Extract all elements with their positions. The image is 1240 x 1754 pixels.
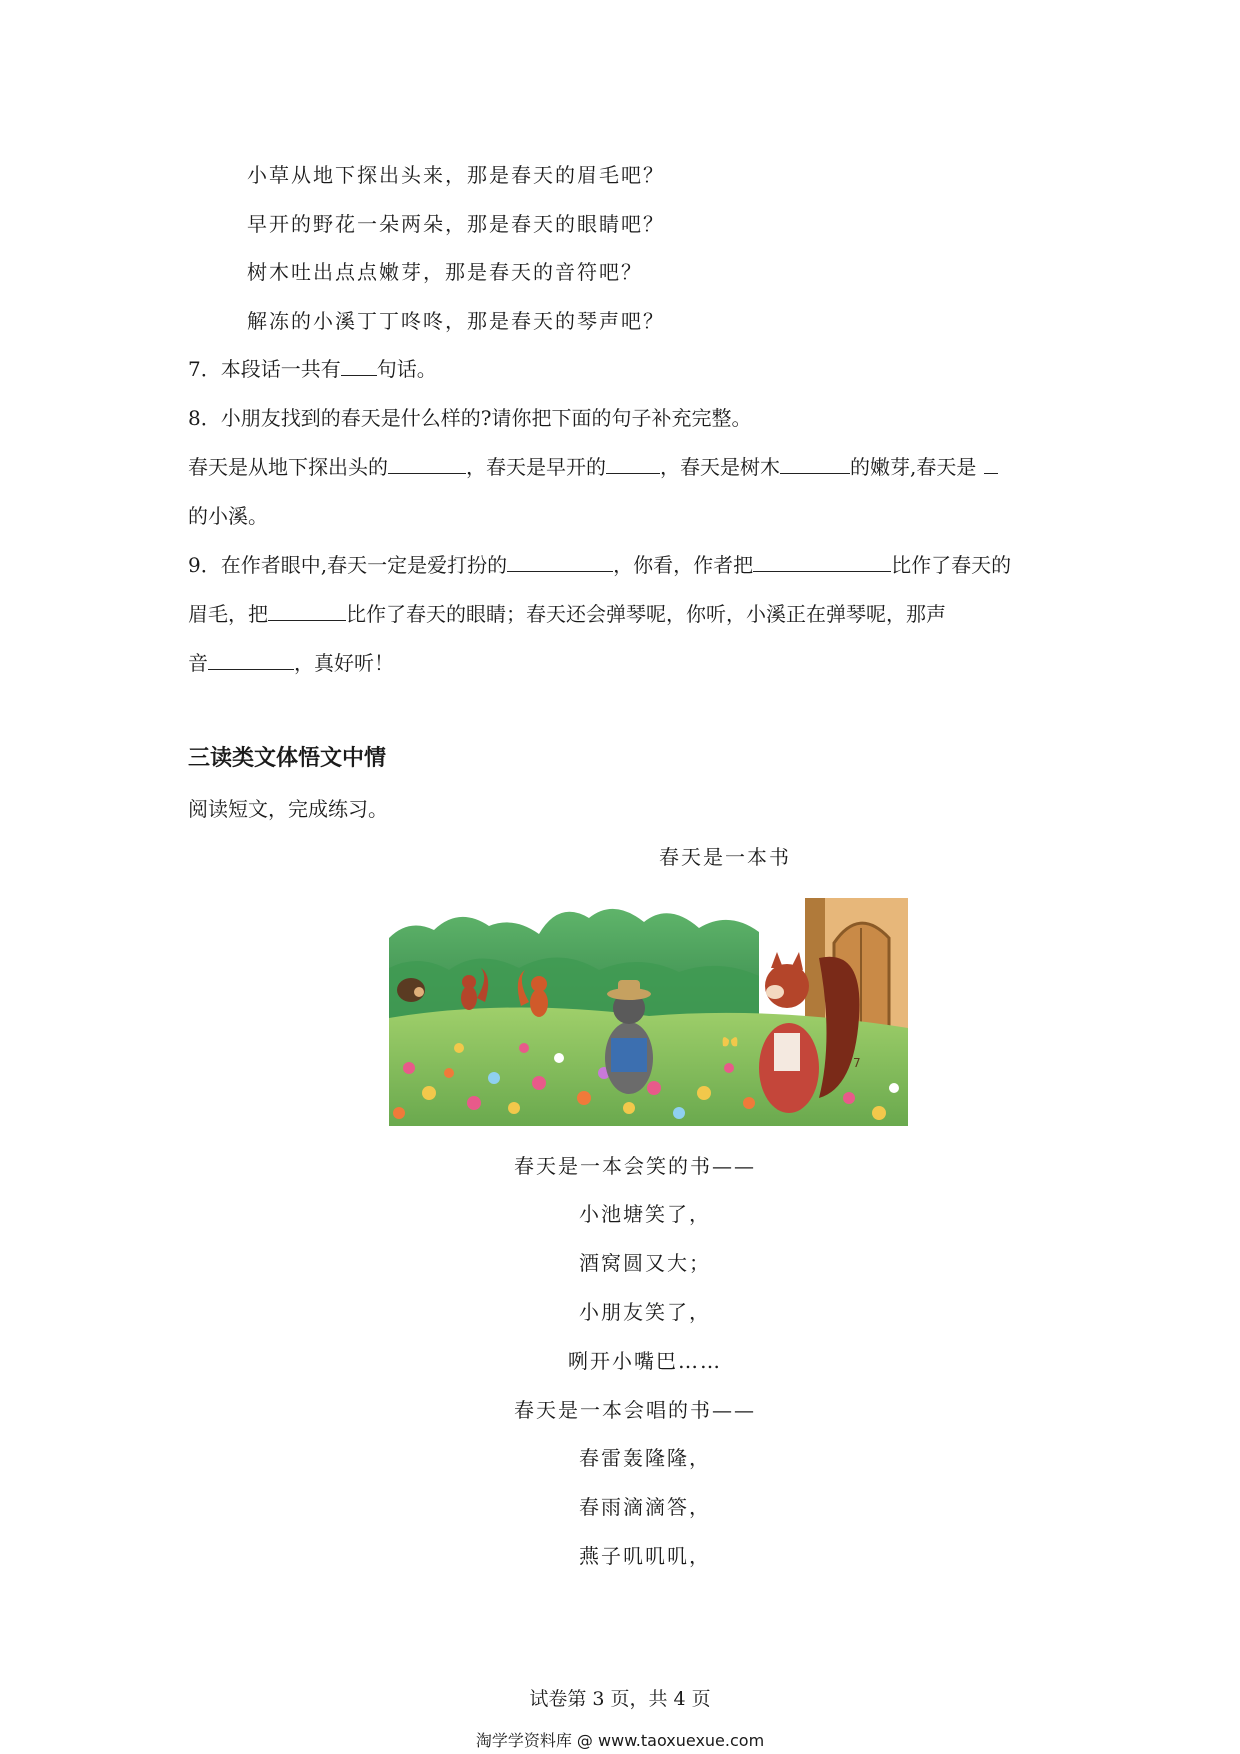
section-heading: 三读类文体悟文中情 [188,746,387,771]
illustration-picture [389,898,908,1126]
passage-title: 春天是一本书 [659,845,791,869]
question-8-text-a: 春天是从地下探出头的 [188,455,388,479]
question-7-prefix: 7．本段话一共有 [188,357,341,381]
question-9-text-f: 音 [188,651,208,675]
poem-line-3: 树木吐出点点嫩芽，那是春天的音符吧？ [247,260,643,284]
poem-bottom-line-5: 咧开小嘴巴…… [568,1349,722,1373]
question-9-text-b: ，你看，作者把 [613,553,754,577]
question-9-text-c: 比作了春天的 [891,553,1012,577]
poem-bottom-line-8: 春雨滴滴答， [579,1495,711,1519]
question-8-text-b: ，春天是早开的 [466,455,606,479]
poem-bottom-line-2: 小池塘笑了， [579,1202,711,1226]
question-8-sentence-line-1 [188,453,998,481]
poem-bottom-line-3: 酒窝圆又大； [579,1251,711,1275]
question-9-line-1 [188,551,1011,579]
page-footer: 试卷第 3 页，共 4 页 [529,1688,711,1710]
poem-line-1: 小草从地下探出头来，那是春天的眉毛吧？ [247,163,665,187]
story-illustration [389,898,908,1126]
answer-blank[interactable] [268,600,346,621]
question-9-line-2 [188,600,946,628]
answer-blank[interactable] [606,453,660,474]
question-7-suffix: 句话。 [376,357,437,381]
answer-blank[interactable] [388,453,466,474]
question-9-line-3 [188,649,394,677]
poem-line-4: 解冻的小溪丁丁咚咚，那是春天的琴声吧？ [247,309,665,333]
section-instruction: 阅读短文，完成练习。 [188,797,388,821]
poem-line-2: 早开的野花一朵两朵，那是春天的眼睛吧？ [247,212,665,236]
answer-blank[interactable] [984,453,998,474]
poem-bottom-line-1: 春天是一本会笑的书—— [514,1154,756,1178]
poem-bottom-line-7: 春雷轰隆隆， [579,1446,711,1470]
question-9-text-g: ，真好听！ [294,651,394,675]
question-7 [188,355,437,383]
question-9-text-e: 比作了春天的眼睛；春天还会弹琴呢，你听，小溪正在弹琴呢，那声 [346,602,946,626]
answer-blank[interactable] [208,649,294,670]
question-8-sentence-line-2: 的小溪。 [188,504,268,528]
poem-bottom-line-4: 小朋友笑了， [579,1300,711,1324]
watermark-text: 淘学学资料库 @ www.taoxuexue.com [475,1731,765,1750]
answer-blank[interactable] [780,453,850,474]
question-8-text-d: 的嫩芽,春天是 [850,455,977,479]
question-8-text-c: ，春天是树木 [660,455,780,479]
answer-blank[interactable] [341,355,377,376]
poem-bottom-line-9: 燕子叽叽叽， [579,1544,711,1568]
answer-blank[interactable] [753,551,891,572]
question-9-text-d: 眉毛，把 [188,602,268,626]
question-8-stem: 8．小朋友找到的春天是什么样的?请你把下面的句子补充完整。 [188,406,752,430]
illustration-page-number: 7 [853,1056,861,1070]
question-9-text-a: 9．在作者眼中,春天一定是爱打扮的 [188,553,508,577]
answer-blank[interactable] [507,551,613,572]
poem-bottom-line-6: 春天是一本会唱的书—— [514,1398,756,1422]
